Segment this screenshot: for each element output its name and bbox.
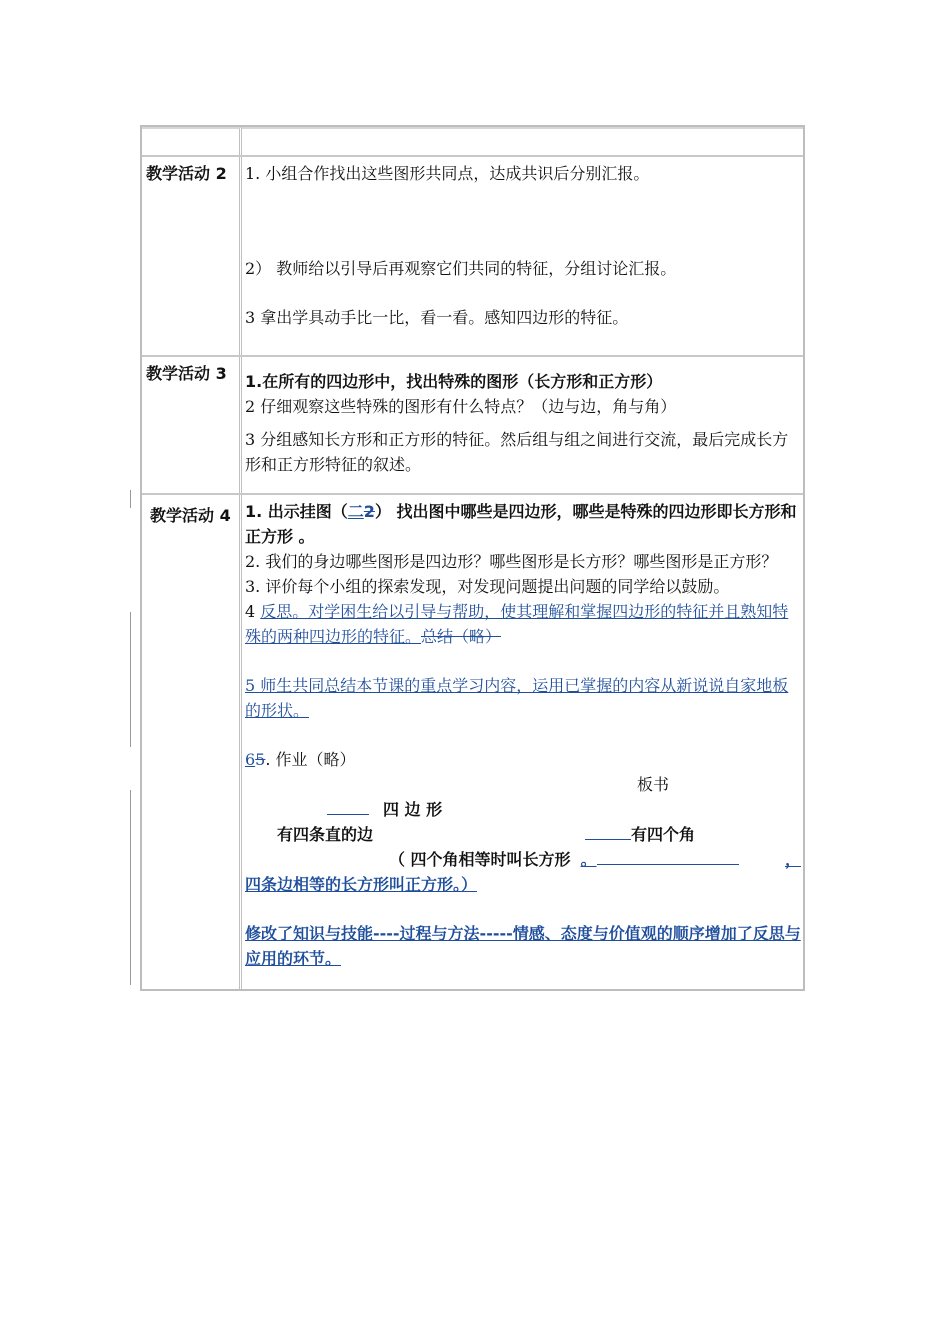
lesson-table — [140, 125, 805, 991]
table-row — [142, 157, 803, 357]
inserted-text: 6 — [244, 750, 256, 769]
board-sides-angles: 有四条直的边 有四个角 — [276, 825, 696, 844]
activity-line: 1. 小组合作找出这些图形共同点，达成共识后分别汇报。 — [245, 164, 650, 183]
row-label: 教学活动 3 — [142, 357, 242, 493]
deleted-text: 5 — [255, 750, 266, 769]
activity-item-5: 5 师生共同总结本节课的重点学习内容，运用已掌握的内容从新说说自家地板的形状。 — [244, 676, 789, 720]
inserted-text: 二 — [347, 502, 364, 521]
table-row — [142, 495, 803, 989]
activity-item-6: 65. 作业（略） — [244, 750, 356, 769]
activity-line: 1.在所有的四边形中，找出特殊的图形（长方形和正方形） — [245, 372, 663, 391]
margin-change-bar — [130, 612, 131, 747]
board-title: 板书 — [636, 775, 669, 794]
deleted-text: 总结（略） — [421, 627, 502, 646]
row-label: 教学活动 2 — [142, 157, 242, 355]
deleted-text: 2 — [363, 502, 375, 521]
margin-change-bar — [130, 790, 131, 985]
board-definition: （ 四个角相等时叫长方形 。 — [245, 847, 801, 872]
activity-item-1: 1. 出示挂图（二2） 找出图中哪些是四边形，哪些是特殊的四边形即长方形和正方形 。 — [244, 502, 797, 546]
row-content — [242, 357, 803, 493]
margin-change-bar — [130, 490, 131, 508]
table-row — [142, 357, 803, 495]
activity-item-3: 3. 评价每个小组的探索发现，对发现问题提出问题的同学给以鼓励。 — [244, 577, 730, 596]
board-heading: 四 边 形 — [245, 797, 801, 822]
activity-item-2: 2. 我们的身边哪些图形是四边形？哪些图形是长方形？哪些图形是正方形？ — [244, 552, 778, 571]
board-definition-cont: ，四条边相等的长方形叫正方形。） — [244, 850, 801, 894]
row-label — [142, 127, 242, 155]
row-content — [242, 157, 803, 355]
row-content — [242, 127, 803, 155]
activity-item-4: 4 反思。对学困生给以引导与帮助，使其理解和掌握四边形的特征并且熟知特殊的两种四边形的特征。总结（略） — [244, 602, 789, 646]
inserted-text: 。 — [580, 850, 597, 869]
row-label: 教学活动 4 — [142, 495, 242, 989]
activity-line: 3 分组感知长方形和正方形的特征。然后组与组之间进行交流，最后完成长方形和正方形特征的叙述。 — [245, 430, 789, 474]
table-row — [142, 127, 803, 157]
activity-line: 3 拿出学具动手比一比，看一看。感知四边形的特征。 — [245, 308, 629, 327]
inserted-text: 反思。对学困生给以引导与帮助，使其理解和掌握四边形的特征并且熟知特殊的两种四边形的特征。 — [244, 602, 789, 646]
row-content — [242, 495, 803, 989]
activity-line: 2 仔细观察这些特殊的图形有什么特点？（边与边，角与角） — [245, 397, 677, 416]
revision-note: 修改了知识与技能----过程与方法-----情感、态度与价值观的顺序增加了反思与应用的环节。 — [244, 924, 801, 968]
activity-line: 2） 教师给以引导后再观察它们共同的特征，分组讨论汇报。 — [245, 259, 677, 278]
